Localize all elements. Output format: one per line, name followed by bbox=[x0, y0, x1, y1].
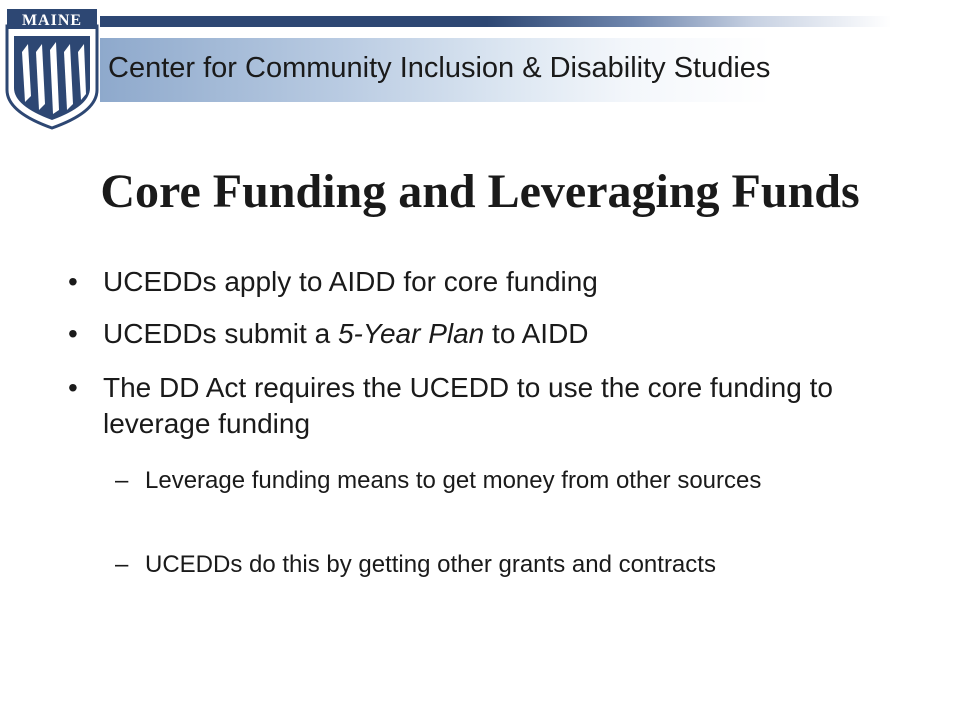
bullet-marker: • bbox=[68, 372, 78, 403]
sub-bullet-text: UCEDDs do this by getting other grants and contracts bbox=[145, 551, 716, 578]
bullet-text-italic: 5-Year Plan bbox=[337, 318, 485, 349]
bullet-text: UCEDDs apply to AIDD for core funding bbox=[103, 266, 598, 297]
sub-bullet-text: Leverage funding means to get money from other sources bbox=[145, 467, 762, 494]
bullet-text-post: to AIDD bbox=[484, 318, 589, 349]
sub-bullet-item bbox=[115, 466, 925, 496]
header-top-bar bbox=[100, 16, 960, 27]
bullet-marker: • bbox=[68, 318, 78, 349]
bullet-item bbox=[68, 264, 923, 300]
slide-title: Core Funding and Leveraging Funds bbox=[100, 165, 860, 218]
bullet-item bbox=[68, 316, 923, 352]
bullet-item bbox=[68, 370, 923, 442]
sub-bullet-item bbox=[115, 550, 925, 580]
sub-bullet-marker: – bbox=[115, 551, 129, 578]
sub-bullet-marker: – bbox=[115, 467, 129, 494]
bullet-marker: • bbox=[68, 266, 78, 297]
university-of-maine-logo bbox=[4, 6, 100, 130]
svg-text:MAINE: MAINE bbox=[21, 12, 83, 29]
bullet-text-pre: UCEDDs submit a bbox=[103, 318, 338, 349]
bullet-text: The DD Act requires the UCEDD to use the core funding to leverage funding bbox=[103, 372, 833, 439]
organization-name: Center for Community Inclusion & Disability Studies bbox=[108, 52, 771, 84]
